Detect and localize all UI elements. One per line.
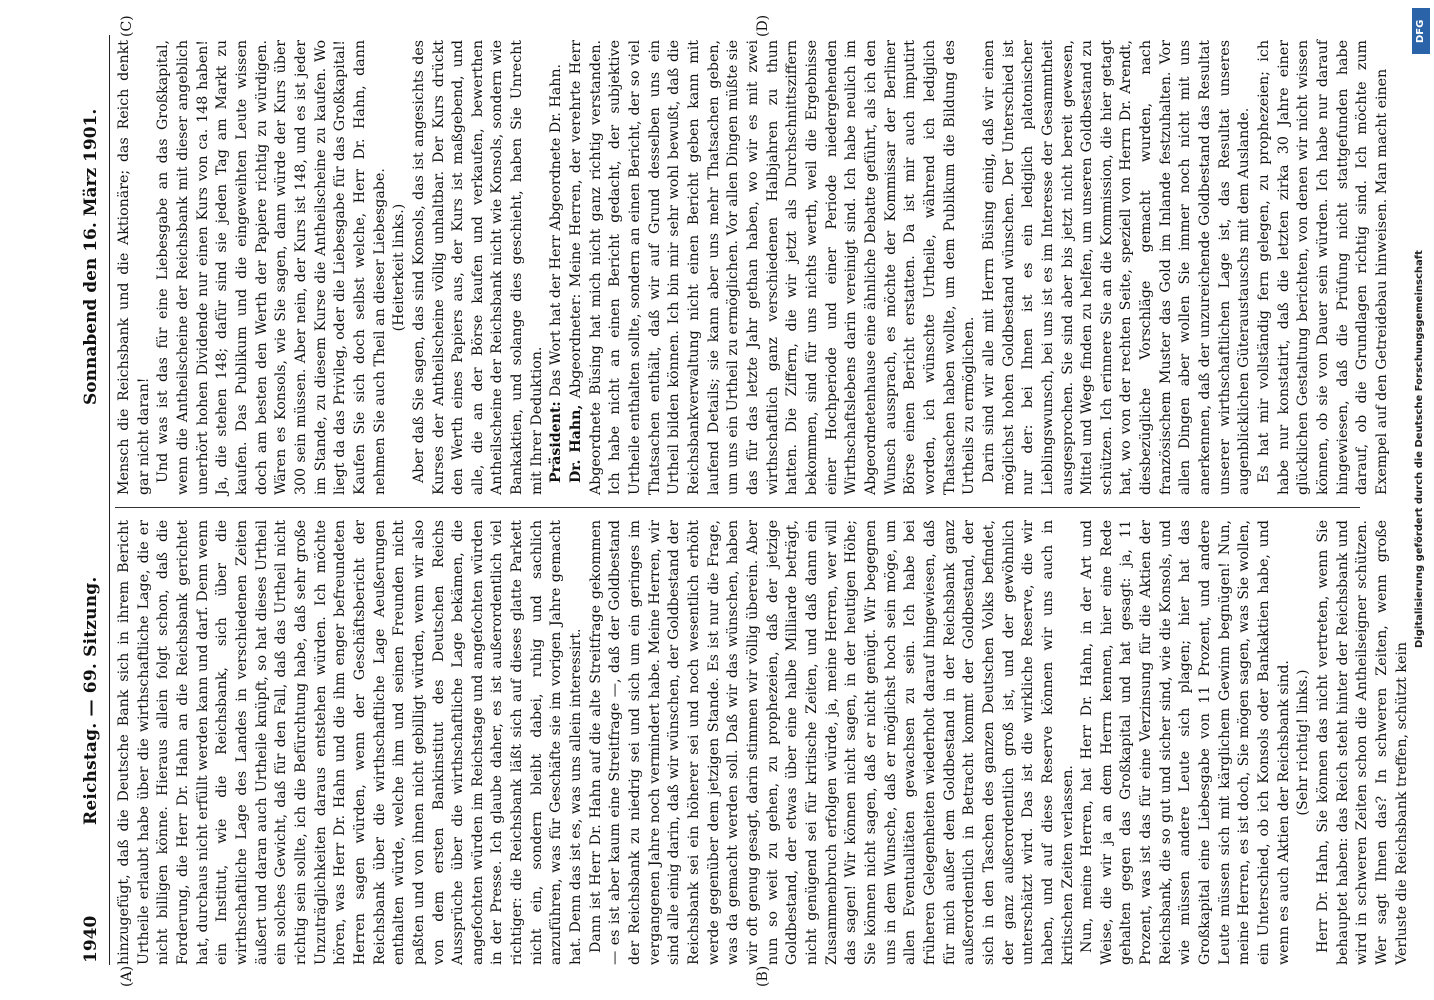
margin-marker-a: (A) xyxy=(119,965,135,987)
paragraph: Nun, meine Herren, hat Herr Dr. Hahn, in der Art und Weise, die wir ja an dem Herrn kennen, hier eine Rede gehalten gegen das Großkapital und hat gesagt: ja, 11 Prozent, was ist das für eine Verzinsung für die Aktien der Reichsbank, die so gut und sicher sind, wie die Konsols, und wie müssen andere Leute sich plagen; hier hat das Großkapital eine Liebesgabe von 11 Prozent, und andere Leute müssen sich mit kärglichem Gewinn begnügen! Nun, meine Herren, es ist doch, Sie mögen sagen, was Sie wollen, ein Unterschied, ob ich Konsols oder Bankaktien habe, und wenn es auch Aktien der Reichsbank sind. xyxy=(1079,520,1292,965)
funding-note: Digitalisierung gefördert durch die Deutsche Forschungsgemeinschaft xyxy=(1414,250,1425,648)
page-date: Sonnabend den 16. März 1901. xyxy=(81,108,101,405)
paragraph: Es hat mir vollständig fern gelegen, zu prophezeien; ich habe nur konstatirt, daß die letzten zirka 30 Jahre einer glücklichen Gestaltung berichten, von denen wir nicht wissen können, ob sie von Dauer sein würden. Ich habe nur darauf hingewiesen, daß die Prüfung nicht stattgefunden habe darauf, ob die Grundlagen richtig sind. Ich möchte zum Exempel auf den Getreidebau hinweisen. Man macht einen xyxy=(1256,40,1390,495)
paragraph: hinzugefügt, daß die Deutsche Bank sich in ihrem Bericht Urtheile erlaubt habe über die wirthschaftliche Lage, die er nicht billigen könne. Hieraus allein folgt schon, daß die Forderung, die Herr Dr. Hahn an die Reichsbank gerichtet hat, durchaus nicht erfüllt werden kann und darf. Denn wenn ein Institut, wie die Reichsbank, sich über die wirthschaftliche Lage des Landes in verschiedenen Zeiten äußert und daran auch Urtheile knüpft, so hat dieses Urtheil ein solches Gewicht, daß für den Fall, daß das Urtheil nicht richtig sein sollte, ich die Befürchtung habe, daß sehr große Unzuträglichkeiten daraus entstehen würden. Ich möchte hören, was Herr Dr. Hahn und die ihm enger befreundeten Herren sagen würden, wenn der Geschäftsbericht der Reichsbank über die wirthschaftliche Lage Aeußerungen enthalten würde, welche ihm und seinen Freunden nicht paßten und von ihnen nicht gebilligt würden, wenn wir also von dem ersten Bankinstitut des Deutschen Reichs Aussprüche über die wirthschaftliche Lage bekämen, die angefochten würden im Reichstage und angefochten würden in der Presse. Ich glaube daher, es ist außerordentlich viel richtiger: die Reichsbank läßt sich auf dieses glatte Parkett nicht ein, sondern bleibt dabei, ruhig und sachlich anzuführen, was für Geschäfte sie im vorigen Jahre gemacht hat. Denn das ist es, was uns allein interessirt. xyxy=(116,520,585,965)
president-text: Das Wort hat der Herr Abgeordnete Dr. Hahn. xyxy=(548,63,565,402)
paragraph: Herr Dr. Hahn, Sie können das nicht vertreten, wenn Sie behauptet haben: das Reich steht hinter der Reichsbank und wird in schweren Zeiten schon die Antheilseigner schützen. Wer sagt Ihnen das? In schweren Zeiten, wenn große Verluste die Reichsbank treffen, schützt kein xyxy=(1315,520,1410,965)
left-column xyxy=(115,520,1410,965)
document-page xyxy=(75,14,1410,987)
speaker-text: Abgeordneter: Meine Herren, der verehrte Herr Abgeordnete Büsing hat mich nicht ganz richtig verstanden. Ich habe nicht an einen Bericht gedacht, der subjektive Urtheile enthalten sollte, sondern an einen Bericht, der so viel Thatsachen enthält, daß wir auf Grund desselben uns ein Urtheil bilden können. Ich bin mir sehr wohl bewußt, daß die Reichsbankverwaltung nicht einen Bericht geben kann mit laufend Details; sie kann aber uns mehr Thatsachen geben, um uns ein Urtheil zu ermöglichen. Vor allen Dingen müßte sie das für das letzte Jahr gethan haben, wo wir es mit zwei wirthschaftlich ganz verschiedenen Halbjahren zu thun hatten. Die Ziffern, die wir jetzt als Durchschnittsziffern bekommen, sind für uns nichts werth, weil die Ergebnisse einer Hochperiode und einer Periode niedergehenden Wirthschaftslebens darin vereinigt sind. Ich habe neulich im Abgeordnetenhause eine ähnliche Debatte geführt, als ich den Wunsch aussprach, es möchte der Kommissar der Berliner Börse einen Bericht erstatten. Da ist mir auch imputirt worden, ich wünschte Urtheile, während ich lediglich Thatsachen haben wollte, um dem Publikum die Bildung des Urtheils zu ermöglichen. xyxy=(568,40,978,495)
margin-marker-b: (B) xyxy=(755,965,771,987)
page-title: Reichstag. — 69. Sitzung. xyxy=(81,576,101,825)
president-label: Präsident: xyxy=(548,401,565,483)
paragraph: Und was ist das für eine Liebesgabe an das Großkapital, wenn die Antheilscheine der Reichsbank mit dieser angeblich unerhört hohen Dividende nur einen Kurs von ca. 148 haben! Ja, die stehen 148; dafür sind sie jeden Tag am Markt zu kaufen. Das Publikum und die eingeweihten Leute wissen doch am besten den Werth der Papiere richtig zu würdigen. Wären es Konsols, wie Sie sagen, dann würde der Kurs über 300 sein müssen. Aber nein, der Kurs ist 148, und es ist jeder im Stande, zu diesem Kurse die Antheilscheine zu kaufen. Wo liegt da das Privileg, oder die Liebesgabe für das Großkapital! Kaufen Sie sich doch selbst welche, Herr Dr. Hahn, dann nehmen Sie auch Theil an dieser Liebesgabe. xyxy=(155,40,388,495)
interjection: (Sehr richtig! links.) xyxy=(1295,669,1312,816)
dfg-logo-icon: DFG xyxy=(1412,8,1430,54)
margin-marker-c: (C) xyxy=(119,15,135,37)
page-header xyxy=(75,35,110,965)
funding-sidebar xyxy=(1412,8,1430,998)
paragraph: Mensch die Reichsbank und die Aktionäre; das Reich denkt gar nicht daran! xyxy=(116,40,152,495)
interjection: (Heiterkeit links.) xyxy=(391,203,408,332)
paragraph: Aber daß Sie sagen, das sind Konsols, das ist angesichts des Kurses der Antheilscheine völlig unhaltbar. Der Kurs drückt den Werth eines Papiers aus, der Kurs ist maßgebend, und alle, die an der Börse kaufen und verkaufen, bewerthen Antheilscheine der Reichsbank nicht wie Konsols, sondern wie Bankaktien, und solange dies geschieht, haben Sie Unrecht mit Ihrer Deduktion. xyxy=(410,40,545,495)
right-column xyxy=(115,40,1390,495)
paragraph: Darin sind wir alle mit Herrn Büsing einig, daß wir einen möglichst hohen Goldbestand wünschen. Der Unterschied ist nur der: bei Ihnen ist es ein lediglich platonischer Lieblingswunsch, bei uns ist es im Interesse der Gesammtheit ausgesprochen. Sie sind aber bis jetzt nicht bereit gewesen, Mittel und Wege finden zu helfen, um unseren Goldbestand zu schützen. Ich erinnere Sie an die Kommission, die hier getagt hat, wo von der rechten Seite, speziell von Herrn Dr. Arendt, diesbezügliche Vorschläge gemacht wurden, nach französischem Muster das Gold im Inlande festzuhalten. Vor allen Dingen aber wollen Sie immer noch nicht mit uns anerkennen, daß der unzureichende Goldbestand das Resultat unserer wirthschaftlichen Lage ist, das Resultat unseres augenblicklichen Güteraustauschs mit dem Auslande. xyxy=(980,40,1253,495)
president-remark xyxy=(547,40,567,495)
column-divider xyxy=(115,507,1360,508)
speaker-label: Dr. Hahn, xyxy=(568,404,585,483)
paragraph: Dann ist Herr Dr. Hahn auf die alte Streitfrage gekommen — es ist aber kaum eine Streitfrage —, daß der Goldbestand der Reichsbank zu niedrig sei und sich um ein geringes im vergangenen Jahre noch vermindert habe. Meine Herren, wir sind alle einig darin, daß wir wünschen, der Goldbestand der Reichsbank sei ein höherer sei und noch wesentlich erhöht werde gegenüber dem jetzigen Stande. Es ist nur die Frage, was da gemacht werden soll. Daß wir das wünschen, haben wir oft genug gesagt, darin stimmen wir völlig überein. Aber nun so weit zu gehen, zu prophezeien, daß der jetzige Goldbestand, der etwas über eine halbe Milliarde beträgt, nicht genügend sei für kritische Zeiten, und daß dann ein Zusammenbruch erfolgen würde, ja, meine Herren, wer will das sagen! Wir können nicht sagen, in der heutigen Höhe; Sie können nicht sagen, daß er nicht genügt. Wir begegnen uns in dem Wunsche, daß er möglichst hoch sein möge, um allen Eventualitäten gewachsen zu sein. Ich habe bei früheren Gelegenheiten wiederholt darauf hingewiesen, daß für mich außer dem Goldbestand in der Reichsbank ganz außerordentlich in Betracht kommt der Goldbestand, der sich in den Taschen des ganzen Deutschen Volks befindet, der ganz außerordentlich groß ist, und der gewöhnlich unterschätzt wird. Das ist die wirkliche Reserve, die wir haben, und auf diese Reserve können wir uns auch in kritischen Zeiten verlassen. xyxy=(587,520,1076,965)
margin-marker-d: (D) xyxy=(755,14,771,37)
page-number: 1940 xyxy=(81,915,101,963)
speaker-remark xyxy=(567,40,980,495)
